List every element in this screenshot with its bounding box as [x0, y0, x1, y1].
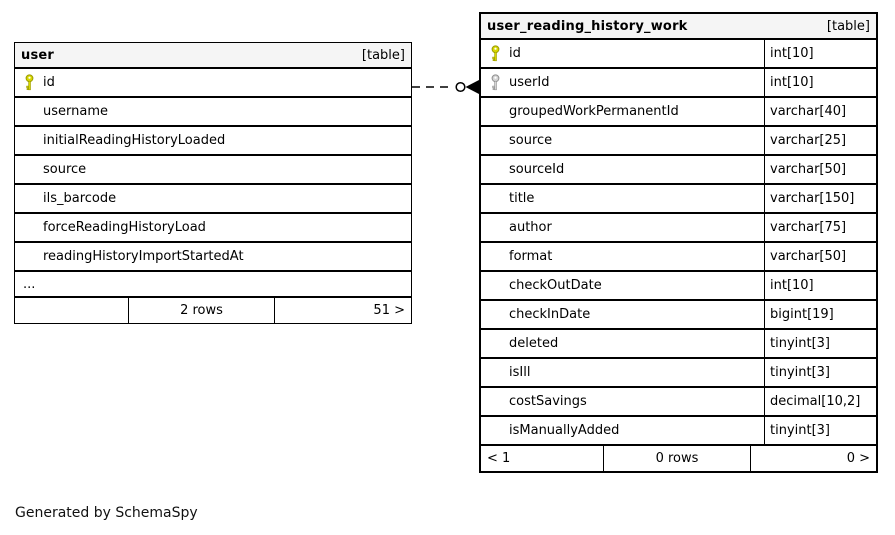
- footer-row-count: 2 rows: [128, 298, 274, 323]
- table-row: [15, 185, 411, 214]
- table-row: [15, 243, 411, 272]
- key-cell: [481, 185, 509, 212]
- key-cell: [15, 127, 43, 154]
- key-cell: [481, 417, 509, 444]
- column-type: varchar[75]: [764, 214, 876, 241]
- hidden-columns-ellipsis: ...: [15, 272, 411, 298]
- table-row: [481, 330, 876, 359]
- column-name: id: [43, 75, 55, 90]
- column-name: username: [43, 104, 108, 119]
- table-user: [14, 42, 412, 324]
- footer-related-right: 0 >: [750, 446, 876, 471]
- column-name: source: [509, 133, 553, 148]
- column-type: varchar[150]: [764, 185, 876, 212]
- table-user-header[interactable]: [15, 43, 411, 69]
- column-type: varchar[40]: [764, 98, 876, 125]
- key-cell: [15, 69, 43, 96]
- column-name: deleted: [509, 336, 559, 351]
- primary-key-icon: [490, 45, 501, 62]
- key-cell: [481, 330, 509, 357]
- footer-left: [15, 298, 128, 323]
- column-name: isIll: [509, 365, 531, 380]
- table-row: [481, 272, 876, 301]
- key-cell: [481, 388, 509, 415]
- table-row: [481, 156, 876, 185]
- schemaspy-credit: Generated by SchemaSpy: [15, 505, 198, 521]
- key-cell: [481, 156, 509, 183]
- table-row: [15, 98, 411, 127]
- column-type: tinyint[3]: [764, 359, 876, 386]
- key-cell: [15, 156, 43, 183]
- column-name: sourceId: [509, 162, 565, 177]
- table-row: [481, 127, 876, 156]
- primary-key-icon: [24, 74, 35, 91]
- table-row: [15, 156, 411, 185]
- key-cell: [481, 69, 509, 96]
- footer-related-left: < 1: [487, 451, 511, 466]
- column-name: groupedWorkPermanentId: [509, 104, 679, 119]
- foreign-key-icon: [490, 74, 501, 91]
- column-type: tinyint[3]: [764, 330, 876, 357]
- relationship-crowfoot: [466, 80, 480, 94]
- column-name: isManuallyAdded: [509, 423, 620, 438]
- table-row: [481, 69, 876, 98]
- table-row: [481, 185, 876, 214]
- column-name: readingHistoryImportStartedAt: [43, 249, 244, 264]
- column-name: author: [509, 220, 552, 235]
- column-type: bigint[19]: [764, 301, 876, 328]
- table-type-label: [table]: [361, 47, 405, 63]
- key-cell: [15, 98, 43, 125]
- column-name: checkOutDate: [509, 278, 602, 293]
- key-cell: [15, 185, 43, 212]
- key-cell: [481, 40, 509, 67]
- table-row: [481, 214, 876, 243]
- column-type: int[10]: [764, 69, 876, 96]
- table-row: [481, 388, 876, 417]
- column-name: costSavings: [509, 394, 587, 409]
- column-name: source: [43, 162, 87, 177]
- relationship-connector: [412, 76, 479, 98]
- table-user-reading-history-work: [479, 12, 878, 473]
- table-row: [15, 127, 411, 156]
- column-type: varchar[25]: [764, 127, 876, 154]
- column-name: initialReadingHistoryLoaded: [43, 133, 226, 148]
- table-row: [15, 69, 411, 98]
- key-cell: [481, 214, 509, 241]
- key-cell: [481, 243, 509, 270]
- table-type-label: [table]: [826, 18, 870, 34]
- table-row: [481, 301, 876, 330]
- table-row: [481, 243, 876, 272]
- key-cell: [15, 243, 43, 270]
- table-urhw-header[interactable]: [481, 14, 876, 40]
- column-name: title: [509, 191, 535, 206]
- key-cell: [481, 359, 509, 386]
- column-type: varchar[50]: [764, 243, 876, 270]
- table-title[interactable]: user_reading_history_work: [487, 18, 688, 34]
- column-name: ils_barcode: [43, 191, 117, 206]
- column-name: id: [509, 46, 521, 61]
- footer-row-count: 0 rows: [603, 446, 750, 471]
- column-name: format: [509, 249, 553, 264]
- key-cell: [481, 127, 509, 154]
- table-row: [481, 98, 876, 127]
- key-cell: [481, 98, 509, 125]
- column-type: varchar[50]: [764, 156, 876, 183]
- key-cell: [15, 214, 43, 241]
- table-row: [481, 40, 876, 69]
- footer-related-right: 51 >: [274, 298, 411, 323]
- column-name: checkInDate: [509, 307, 591, 322]
- key-cell: [481, 272, 509, 299]
- column-name: userId: [509, 75, 550, 90]
- table-title[interactable]: user: [21, 47, 55, 63]
- column-name: forceReadingHistoryLoad: [43, 220, 206, 235]
- table-urhw-footer: [481, 446, 876, 471]
- table-row: [15, 214, 411, 243]
- table-row: [481, 417, 876, 446]
- table-row: [481, 359, 876, 388]
- relationship-circle-end: [456, 83, 465, 92]
- column-type: decimal[10,2]: [764, 388, 876, 415]
- column-type: int[10]: [764, 272, 876, 299]
- key-cell: [481, 301, 509, 328]
- column-type: tinyint[3]: [764, 417, 876, 444]
- column-type: int[10]: [764, 40, 876, 67]
- table-user-footer: [15, 298, 411, 323]
